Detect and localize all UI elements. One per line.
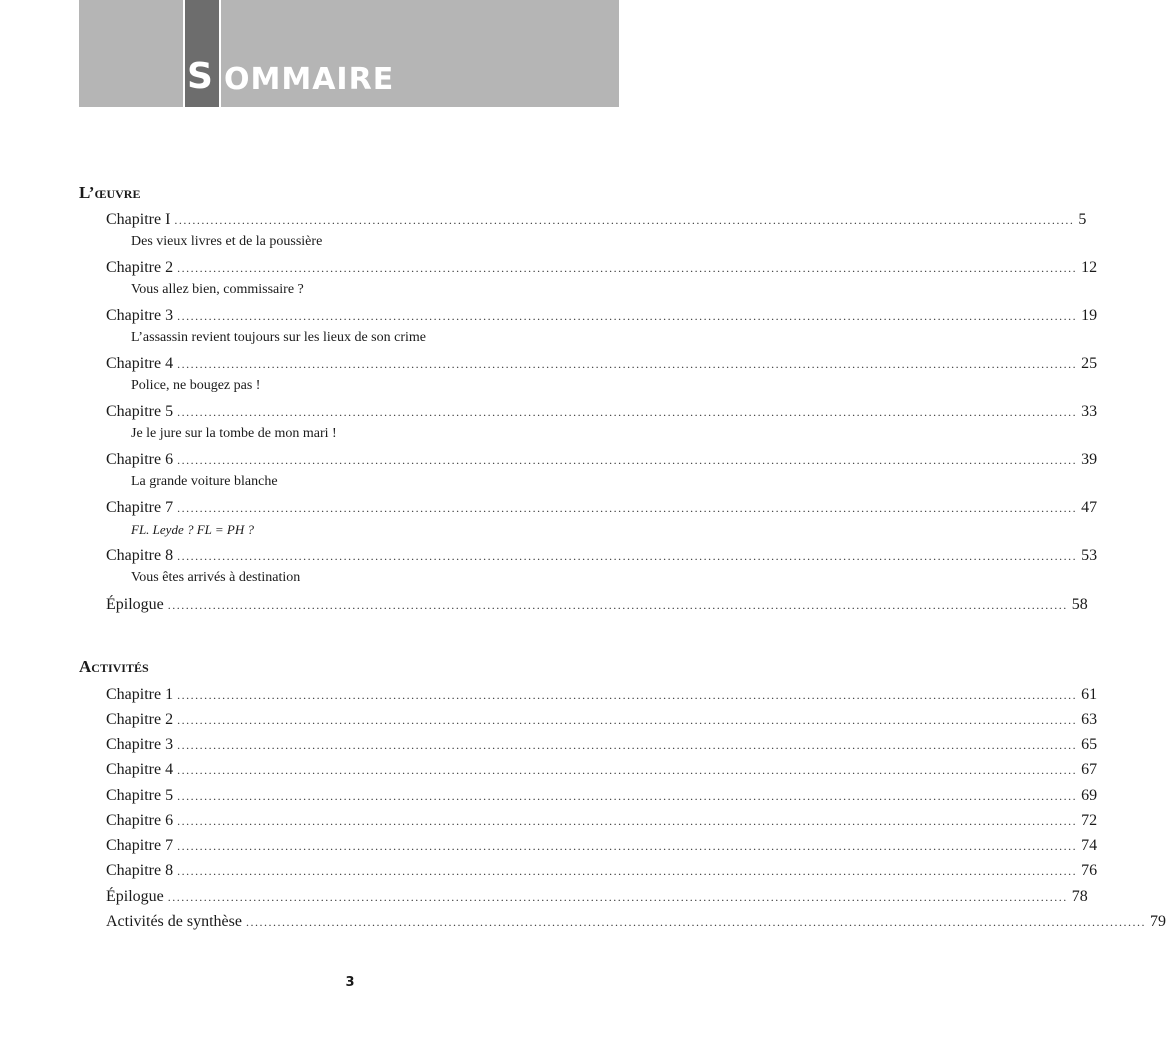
- toc-entry-subtitle: FL. Leyde ? FL = PH ?: [131, 522, 254, 537]
- section-title-activites: Activités: [79, 657, 149, 676]
- toc-entry-page: 79: [1149, 913, 1166, 930]
- toc-entry-page: 25: [1081, 355, 1098, 372]
- toc-entry[interactable]: [106, 595, 1088, 615]
- toc-entry-subtitle: La grande voiture blanche: [131, 474, 278, 489]
- dot-leader: ........................................................................................................................................................................................................: [177, 405, 1078, 419]
- toc-entry-page: 65: [1081, 736, 1098, 753]
- toc-entry-subtitle: Vous allez bien, commissaire ?: [131, 282, 304, 297]
- section-title-oeuvre: L’œuvre: [79, 183, 141, 202]
- toc-entry-page: 61: [1081, 686, 1098, 703]
- toc-entry[interactable]: [106, 710, 1098, 730]
- toc-entry[interactable]: [106, 887, 1088, 907]
- dot-leader: ........................................................................................................................................................................................................: [177, 309, 1078, 323]
- dot-leader: ........................................................................................................................................................................................................: [177, 688, 1078, 702]
- toc-entry-page: 12: [1081, 259, 1098, 276]
- toc-entry-page: 19: [1081, 307, 1098, 324]
- toc-entry[interactable]: [106, 450, 1098, 470]
- toc-entry-label: Chapitre 3: [106, 307, 174, 324]
- toc-entry-label: Épilogue: [106, 596, 164, 613]
- dot-leader: ........................................................................................................................................................................................................: [167, 598, 1068, 612]
- toc-entry[interactable]: [106, 402, 1098, 422]
- toc-entry[interactable]: [106, 354, 1098, 374]
- dot-leader: ........................................................................................................................................................................................................: [177, 549, 1078, 563]
- toc-entry-page: 53: [1081, 547, 1098, 564]
- toc-entry-label: Chapitre 6: [106, 451, 174, 468]
- toc-entry-label: Chapitre 5: [106, 787, 174, 804]
- toc-entry[interactable]: [106, 685, 1098, 705]
- dot-leader: ........................................................................................................................................................................................................: [167, 890, 1068, 904]
- toc-entry-label: Chapitre 1: [106, 686, 174, 703]
- toc-entry-page: 33: [1081, 403, 1098, 420]
- toc-entry-subtitle: Des vieux livres et de la poussière: [131, 234, 323, 249]
- dot-leader: ........................................................................................................................................................................................................: [177, 261, 1078, 275]
- toc-entry-label: Chapitre 7: [106, 499, 174, 516]
- toc-entry-label: Chapitre 2: [106, 259, 174, 276]
- header-title-rest: OMMAIRE: [224, 62, 395, 97]
- toc-entry[interactable]: [106, 811, 1098, 831]
- dot-leader: ........................................................................................................................................................................................................: [177, 738, 1078, 752]
- toc-entry-page: 67: [1081, 761, 1098, 778]
- toc-entry-subtitle: L’assassin revient toujours sur les lieux de son crime: [131, 330, 426, 345]
- header-tab-border-right: [219, 0, 221, 107]
- toc-entry[interactable]: [106, 210, 1087, 230]
- dot-leader: ........................................................................................................................................................................................................: [177, 763, 1078, 777]
- dot-leader: ........................................................................................................................................................................................................: [177, 814, 1078, 828]
- toc-entry-label: Épilogue: [106, 888, 164, 905]
- toc-entry[interactable]: [106, 498, 1098, 518]
- toc-entry-subtitle: Je le jure sur la tombe de mon mari !: [131, 426, 337, 441]
- toc-entry-label: Chapitre 8: [106, 862, 174, 879]
- toc-entry[interactable]: [106, 258, 1098, 278]
- toc-entry-subtitle: Vous êtes arrivés à destination: [131, 570, 301, 585]
- toc-entry-label: Chapitre 4: [106, 761, 174, 778]
- toc-entry-page: 5: [1078, 211, 1087, 228]
- toc-entry-page: 76: [1081, 862, 1098, 879]
- dot-leader: ........................................................................................................................................................................................................: [177, 864, 1078, 878]
- toc-entry-page: 69: [1081, 787, 1098, 804]
- toc-entry-label: Chapitre 4: [106, 355, 174, 372]
- toc-entry-label: Chapitre 5: [106, 403, 174, 420]
- toc-entry-label: Chapitre 7: [106, 837, 174, 854]
- dot-leader: ........................................................................................................................................................................................................: [245, 915, 1146, 929]
- toc-entry-page: 78: [1071, 888, 1088, 905]
- dot-leader: ........................................................................................................................................................................................................: [177, 453, 1078, 467]
- toc-entry-page: 63: [1081, 711, 1098, 728]
- toc-entry-label: Chapitre 3: [106, 736, 174, 753]
- header-tab-border-left: [183, 0, 185, 107]
- dot-leader: ........................................................................................................................................................................................................: [177, 501, 1078, 515]
- dot-leader: ........................................................................................................................................................................................................: [177, 713, 1078, 727]
- toc-entry-page: 74: [1081, 837, 1098, 854]
- toc-entry-label: Chapitre I: [106, 211, 171, 228]
- toc-entry[interactable]: [106, 735, 1098, 755]
- toc-entry-subtitle: Police, ne bougez pas !: [131, 378, 261, 393]
- dot-leader: ........................................................................................................................................................................................................: [177, 789, 1078, 803]
- toc-entry[interactable]: [106, 836, 1098, 856]
- dot-leader: ........................................................................................................................................................................................................: [177, 357, 1078, 371]
- toc-entry[interactable]: [106, 760, 1098, 780]
- dot-leader: ........................................................................................................................................................................................................: [177, 839, 1078, 853]
- page-number: 3: [345, 975, 355, 990]
- header-title-initial: S: [187, 56, 213, 97]
- toc-entry[interactable]: [106, 912, 1166, 932]
- toc-entry[interactable]: [106, 306, 1098, 326]
- dot-leader: ........................................................................................................................................................................................................: [174, 213, 1075, 227]
- toc-entry[interactable]: [106, 861, 1098, 881]
- toc-entry-label: Activités de synthèse: [106, 913, 242, 930]
- toc-entry-page: 72: [1081, 812, 1098, 829]
- toc-entry[interactable]: [106, 786, 1098, 806]
- toc-entry-label: Chapitre 2: [106, 711, 174, 728]
- toc-entry-page: 58: [1071, 596, 1088, 613]
- toc-entry[interactable]: [106, 546, 1098, 566]
- toc-entry-page: 47: [1081, 499, 1098, 516]
- toc-entry-label: Chapitre 6: [106, 812, 174, 829]
- toc-entry-label: Chapitre 8: [106, 547, 174, 564]
- toc-entry-page: 39: [1081, 451, 1098, 468]
